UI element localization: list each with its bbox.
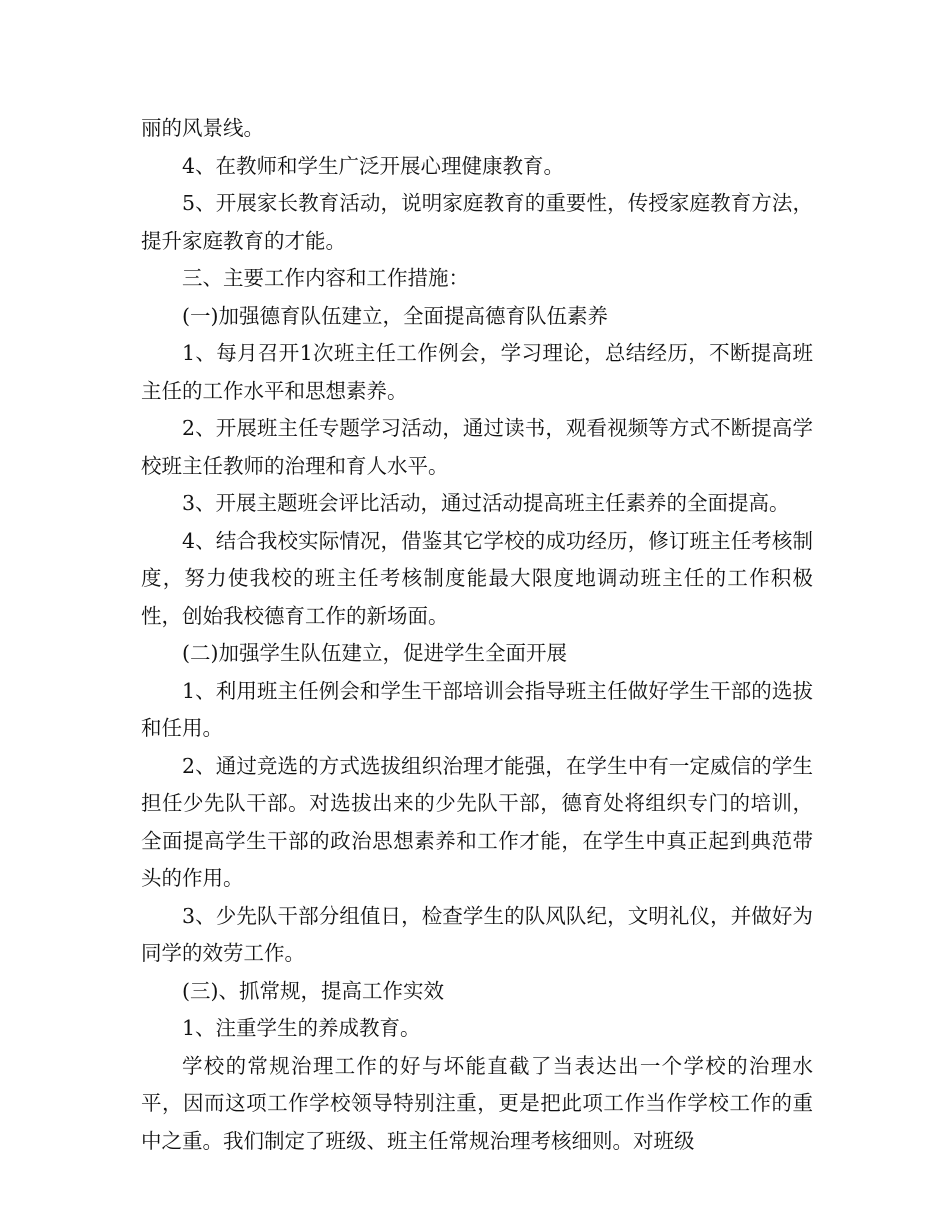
paragraph-sub2-item-1: 1、利用班主任例会和学生干部培训会指导班主任做好学生干部的选拔和任用。 bbox=[141, 678, 813, 740]
paragraph-sub1-item-4: 4、结合我校实际情况，借鉴其它学校的成功经历，修订班主任考核制度，努力使我校的班主任考核制度能最大限度地调动班主任的工作积极性，创始我校德育工作的新场面。 bbox=[141, 528, 813, 628]
paragraph-sub2-item-2: 2、通过竞选的方式选拔组织治理才能强，在学生中有一定威信的学生担任少先队干部。对选拔出来的少先队干部，德育处将组织专门的培训，全面提高学生干部的政治思想素养和工作才能，在学生中真正起到典范带头的作用。 bbox=[141, 753, 813, 890]
paragraph-sub1-item-1: 1、每月召开1次班主任工作例会，学习理论，总结经历，不断提高班主任的工作水平和思想素养。 bbox=[141, 341, 813, 403]
paragraph-sub1-item-3: 3、开展主题班会评比活动，通过活动提高班主任素养的全面提高。 bbox=[182, 491, 790, 515]
paragraph-sub1-item-2: 2、开展班主任专题学习活动，通过读书，观看视频等方式不断提高学校班主任教师的治理和育人水平。 bbox=[141, 416, 813, 478]
paragraph-item-5: 5、开展家长教育活动，说明家庭教育的重要性，传授家庭教育方法，提升家庭教育的才能。 bbox=[141, 191, 813, 253]
paragraph-sub3-body: 学校的常规治理工作的好与坏能直截了当表达出一个学校的治理水平，因而这项工作学校领导特别注重，更是把此项工作当作学校工作的重中之重。我们制定了班级、班主任常规治理考核细则。对班级 bbox=[141, 1053, 813, 1153]
section-heading-3: 三、主要工作内容和工作措施： bbox=[182, 266, 469, 290]
paragraph-sub3-item-1: 1、注重学生的养成教育。 bbox=[182, 1016, 421, 1040]
paragraph-continuation: 丽的风景线。 bbox=[141, 116, 264, 140]
paragraph-item-4: 4、在教师和学生广泛开展心理健康教育。 bbox=[182, 153, 565, 178]
subsection-heading-3: (三)、抓常规，提高工作实效 bbox=[182, 978, 444, 1003]
document-body bbox=[141, 110, 813, 1160]
subsection-heading-1: (一)加强德育队伍建立，全面提高德育队伍素养 bbox=[182, 303, 608, 328]
paragraph-sub2-item-3: 3、少先队干部分组值日，检查学生的队风队纪，文明礼仪，并做好为同学的效劳工作。 bbox=[141, 903, 813, 965]
subsection-heading-2: (二)加强学生队伍建立，促进学生全面开展 bbox=[182, 641, 567, 665]
